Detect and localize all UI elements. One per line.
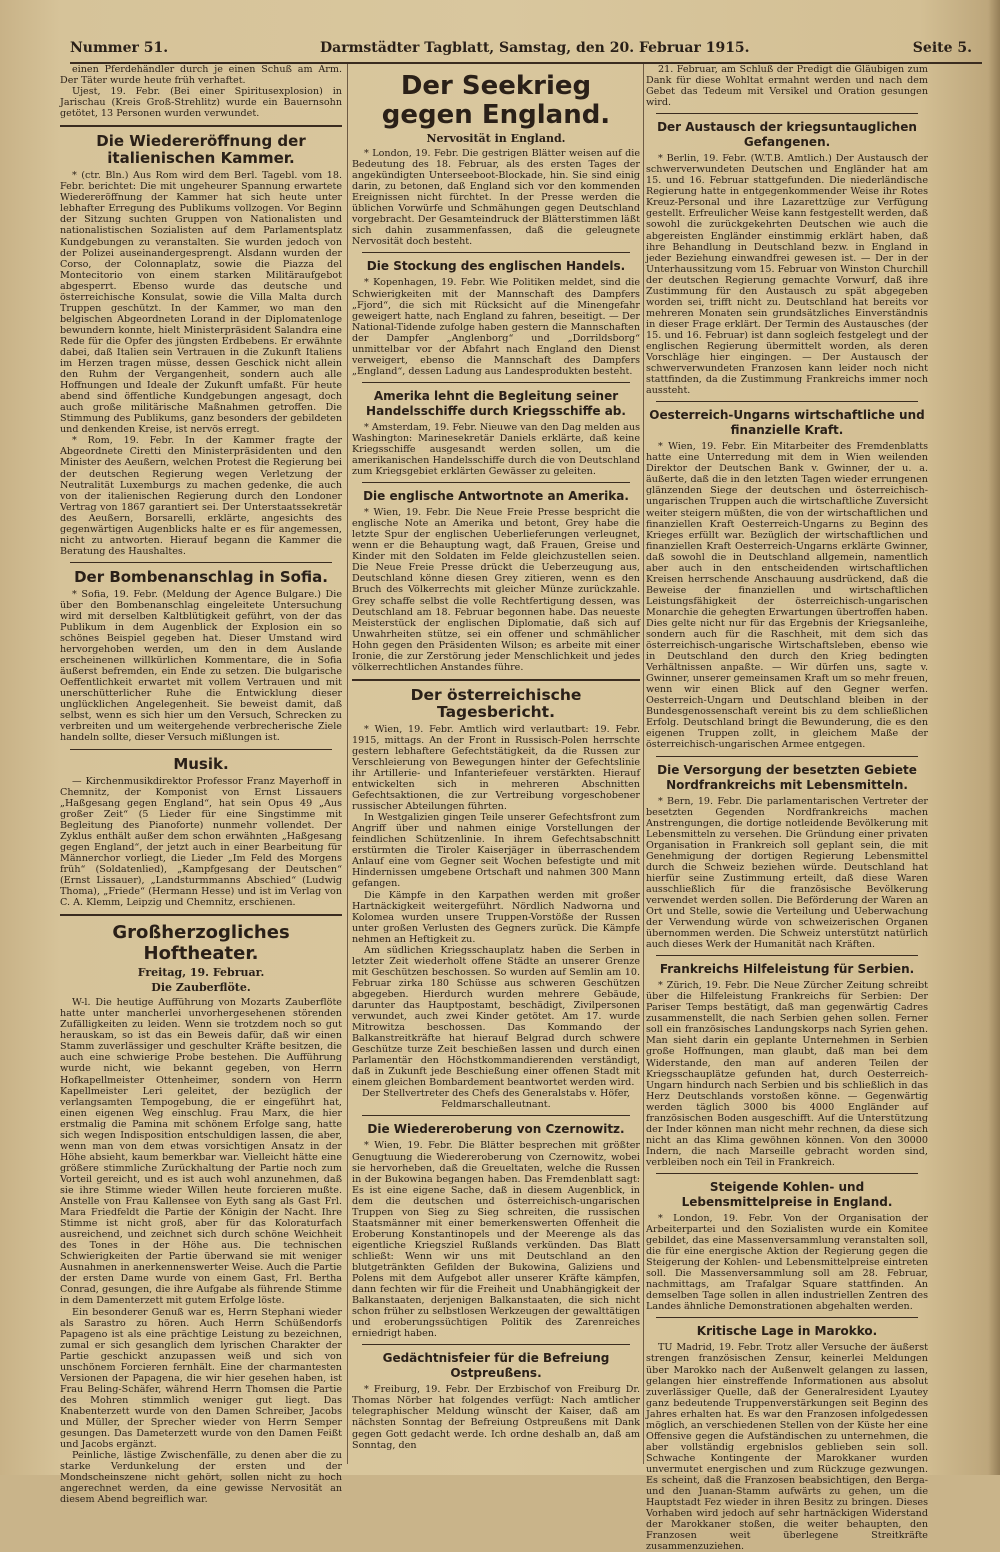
divider <box>70 562 332 563</box>
article-paragraph: * Kopenhagen, 19. Febr. Wie Politiken meldet, sind die Schwierigkeiten mit der Mannschaft des Dampfers „Fjord“, die sich mit Rücksicht auf die Minengefahr geweigert hatte, nach England zu fahren, beseitigt. — Der National-Tidende zufolge haben gestern die Mannschaften der Dampfer „Anglenborg“ und „Dorrildsborg“ unmittelbar vor der Abfahrt nach England den Dienst verweigert, ebenso die Mannschaft des Dampfers „England“, dessen Ladung aus Landesprodukten besteht. <box>352 277 640 377</box>
divider <box>656 955 918 956</box>
issue-number: Nummer 51. <box>70 40 169 56</box>
article-headline: Gedächtnisfeier für die Befreiung Ostpreußens. <box>382 1351 610 1381</box>
divider <box>656 1317 918 1318</box>
divider <box>352 679 640 681</box>
section-headline: Großherzogliches Hoftheater. <box>112 922 290 965</box>
divider <box>362 1344 630 1345</box>
divider <box>60 914 342 916</box>
article-paragraph: * London, 19. Febr. Von der Organisation der Arbeiterpartei und den Sozialisten wurde ein Komitee gebildet, das eine Massenversammlung veranstalten soll, die für eine energische Aktion der Regierung gegen die Steigerung der Kohlen- und Lebensmittelpreise eintreten soll. Die Massenversammlung soll am 28. Februar, nachmittags, am Trafalgar Square stattfinden. An demselben Tage sollen in allen industriellen Zentren des Landes ähnliche Demonstrationen abgehalten werden. <box>646 1212 928 1313</box>
article-paragraph: * Amsterdam, 19. Febr. Nieuwe van den Dag melden aus Washington: Marinesekretär Daniels erklärte, daß keine Kriegsschiffe ausgesandt werden sollen, um die amerikanischen Handelsschiffe durch die von Deutschland zum Kriegsgebiet erklärten Gewässer zu geleiten. <box>352 421 640 478</box>
article-headline: Steigende Kohlen- und Lebensmittelpreise in England. <box>681 1179 893 1209</box>
column-rule <box>347 64 348 1464</box>
article-headline: Der österreichische Tagesbericht. <box>410 685 582 721</box>
article-paragraph: * Wien, 19. Febr. Amtlich wird verlautbart: 19. Febr. 1915, mittags. An der Front in Russisch-Polen herrschte gestern lebhaftere Gefechtstätigkeit, da die Russen zur Verschleierung von Bewegungen hinter der Gefechtslinie ihr Artillerie- und Infanteriefeuer verstärkten. Hierauf entwickelten sich in mehreren Abschnitten Gefechtsaktionen, die zur Vertreibung vorgeschobener russischer Abteilungen führten. <box>352 723 640 813</box>
running-header <box>70 38 982 64</box>
divider <box>656 1173 918 1174</box>
column-right <box>646 64 928 1552</box>
article-paragraph: Peinliche, lästige Zwischenfälle, zu denen aber die zu starke Verdunkelung der ersten und der Mondscheinszene nicht gehört, sollen nicht zu hoch angerechnet werden, da eine gewisse Nervosität an diesem Abend begreiflich war. <box>60 1450 342 1506</box>
lead-headline: Der Seekrieg gegen England. <box>381 71 611 130</box>
article-paragraph: * Sofia, 19. Febr. (Meldung der Agence Bulgare.) Die über den Bombenanschlag eingeleitete Untersuchung wird mit derselben Kaltblütigkeit geführt, von der das Publikum in dem Augenblick der Explosion ein so schönes Beispiel gegeben hat. Dieser Umstand wird hervorgehoben werden, um den in dem Auslande erscheinenen willkürlichen Kommentare, die in Sofia äußerst befremden, ein Ende zu setzen. Die bulgarische Oeffentlichkeit erwartet mit vollem Vertrauen und mit unerschütterlicher Ruhe die Entwicklung dieser unglücklichen Angelegenheit. Sie beweist damit, daß selbst, wenn es sich hier um den Versuch, Schrecken zu verbreiten und um weitergehende verbrecherische Ziele handeln sollte, dieser Versuch mißlungen ist. <box>60 588 342 744</box>
article-headline: Die Wiedereröffnung der italienischen Kammer. <box>96 132 306 168</box>
page-edge-shadow <box>988 0 1000 1475</box>
article-headline: Der Austausch der kriegsuntauglichen Gefangenen. <box>657 120 917 150</box>
divider <box>362 252 630 253</box>
article-subheadline: Nervosität in England. <box>426 132 566 145</box>
column-middle <box>352 64 640 1464</box>
article-paragraph: — Kirchenmusikdirektor Professor Franz Mayerhoff in Chemnitz, der Komponist von Ernst Lissauers „Haßgesang gegen England“, hat sein Opus 49 „Aus großer Zeit“ (5 Lieder für eine Singstimme mit Begleitung des Pianoforte) nunmehr vollendet. Der Zyklus enthält außer dem schon erwähnten „Haßgesang gegen England“, der jetzt auch in einer Bearbeitung für Männerchor vorliegt, die Lieder „Im Feld des Morgens früh“ (Soldatenlied), „Kampfgesang der Deutschen“ (Ernst Lissauer), „Landsturmmanns Abschied“ (Ludwig Thoma), „Friede“ (Hermann Hesse) und ist im Verlag von C. A. Klemm, Leipzig und Chemnitz, erschienen. <box>60 775 342 909</box>
signature-line: Der Stellvertreter des Chefs des Generalstabs v. Höfer, Feldmarschalleutnant. <box>361 1088 631 1111</box>
page-number: Seite 5. <box>912 40 972 56</box>
article-paragraph: Die Kämpfe in den Karpathen werden mit großer Hartnäckigkeit weitergeführt. Nördlich Nadworna und Kolomea wurden unsere Truppen-Vorstöße der Russen unter großen Verlusten des Gegners zurück. Die Kämpfe nehmen an Heftigkeit zu. <box>352 889 640 945</box>
divider <box>70 749 332 750</box>
divider <box>656 401 918 402</box>
article-paragraph: In Westgalizien gingen Teile unserer Gefechtsfront zum Angriff über und nahmen einige Vorstellungen der feindlichen Schützenlinie. In ihrem Gefechtsabschnitt erstürmten die Tiroler Kaiserjäger in überraschendem Anlauf eine vom Gegner seit Wochen befestigte und mit Hindernissen umgebene Ortschaft und nahmen 300 Mann gefangen. <box>352 812 640 890</box>
article-paragraph: * Rom, 19. Febr. In der Kammer fragte der Abgeordnete Ciretti den Ministerpräsidenten und den Minister des Aeußern, welchen Protest die Regierung bei der deutschen Regierung wegen Verletzung der Neutralität Luxemburgs zu machen gedenke, die auch von der italienischen Regierung durch den Londoner Vertrag von 1867 garantiert sei. Der Unterstaatssekretär des Aeußern, Borsarelli, erklärte, angesichts des gegenwärtigen Augenblicks halte er es für angemessen, nicht zu antworten. Hierauf begann die Kammer die Beratung des Haushaltes. <box>60 435 342 557</box>
article-paragraph: 21. Februar, am Schluß der Predigt die Gläubigen zum Dank für diese Wohltat ermahnt werden und nach dem Gebet das Tedeum mit Versikel und Oration gesungen wird. <box>646 64 928 109</box>
column-rule <box>643 64 644 1464</box>
article-paragraph: * Wien, 19. Febr. Die Neue Freie Presse bespricht die englische Note an Amerika und betont, Grey habe die letzte Spur der englischen Ueberlieferungen verleugnet, wenn er die Behauptung wagt, daß Frauen, Greise und Kinder mit den Soldaten im Felde gleichzustellen seien. Die Neue Freie Presse drückt die Ueberzeugung aus, Deutschland könne diesen Grey zitieren, wenn es den Bruch des Völkerrechts mit gleicher Münze zurückzahle. Grey schaffe selbst die volle Rechtfertigung dessen, was Deutschland am 18. Februar begonnen habe. Das neueste Meisterstück der englischen Diplomatie, daß sich auf Unwahrheiten stütze, sei ein offener und schmählicher Hohn gegen den Präsidenten Wilson; es arbeite mit einer Ironie, die zur Zerstörung jeder Menschlichkeit und jedes völkerrechtlichen Anstandes führe. <box>352 507 640 673</box>
article-headline: Der Bombenanschlag in Sofia. <box>74 567 328 586</box>
paper-dateline: Darmstädter Tagblatt, Samstag, den 20. Februar 1915. <box>320 40 750 56</box>
article-headline: Frankreichs Hilfeleistung für Serbien. <box>659 962 915 977</box>
article-paragraph: * Wien, 19. Febr. Ein Mitarbeiter des Fremdenblatts hatte eine Unterredung mit dem in Wien weilenden Direktor der Deutschen Bank v. Gwinner, der u. a. äußerte, daß die in den letzten Tagen wieder errungenen glänzenden Siege der deutschen und österreichisch-ungarischen Truppen auch die wirtschaftliche Zuversicht weiter steigern müßten, die von der wirtschaftlichen und finanziellen Kraft Oesterreich-Ungarns zu Beginn des Krieges erfüllt war. Bezüglich der wirtschaftlichen und finanziellen Kraft Oesterreich-Ungarns erklärte Gwinner, daß sowohl die in Deutschland allgemein, namentlich aber auch in den entscheidenden wirtschaftlichen Kreisen herrschende Anschauung ausdrückend, daß die Beweise der finanziellen und wirtschaftlichen Leistungsfähigkeit der österreichisch-ungarischen Monarchie die gehegten Erwartungen übertroffen haben. Dies gelte nicht nur für das Ergebnis der Kriegsanleihe, sondern auch für die Raschheit, mit dem sich das österreichisch-ungarische Wirtschaftsleben, ebenso wie in Deutschland den durch den Krieg bedingten Verhältnissen anpaßte. — Wir dürfen uns, sagte v. Gwinner, unserer gemeinsamen Kraft um so mehr freuen, wenn wir einen Blick auf den Gegner werfen. Oesterreich-Ungarn und Deutschland bleiben in der Bundesgenossenschaft vereint bis zu dem schließlichen Erfolg. Deutschland bringt die Bewunderung, die es den eigenen Truppen zollt, in gleichem Maße der österreichisch-ungarischen Armee entgegen. <box>646 441 928 751</box>
article-headline: Oesterreich-Ungarns wirtschaftliche und finanzielle Kraft. <box>649 408 925 438</box>
article-headline: Die Stockung des englischen Handels. <box>366 259 626 274</box>
article-paragraph: * Zürich, 19. Febr. Die Neue Zürcher Zeitung schreibt über die Hilfeleistung Frankreichs für Serbien: Der Pariser Temps bestätigt, daß man gegenwärtig Cadres zusammenstellt, die nach Serbien gehen sollen. Ferner soll ein französisches Landungskorps nach Syrien gehen. Man sieht darin ein geplante Unternehmen in Serbien große Hoffnungen, man glaubt, daß man bei dem Widerstande, den man auf anderen Teilen der Kriegsschauplätze gefunden hat, durch Oesterreich-Ungarn hindurch nach Serbien und bis schließlich in das Herz Deutschlands vorstoßen könne. — Gegenwärtig werden täglich 3000 bis 4000 Engländer auf französischen Boden ausgeschifft. Auf die Unterstützung der Inder können man nicht mehr rechnen, da diese sich nicht an das Klima gewöhnen können. Von den 30000 Indern, die nach Marseille gebracht worden sind, verbleiben noch ein Teil in Frankreich. <box>646 980 928 1168</box>
article-paragraph: * Freiburg, 19. Febr. Der Erzbischof von Freiburg Dr. Thomas Nörber hat folgendes verfügt: Nach amtlicher telegraphischer Meldung wünscht der Kaiser, daß am nächsten Sonntag der Befreiung Ostpreußens mit Dank gegen Gott gedacht werde. Ich ordne deshalb an, daß am Sonntag, den <box>352 1384 640 1451</box>
article-paragraph: einen Pferdehändler durch je einen Schuß am Arm. Der Täter wurde heute früh verhaftet. <box>60 64 342 87</box>
divider <box>362 382 630 383</box>
article-headline: Die Wiedereroberung von Czernowitz. <box>367 1122 625 1137</box>
article-paragraph: Ein besonderer Genuß war es, Herrn Stephani wieder als Sarastro zu hören. Auch Herrn Schüßendorfs Papageno ist als eine prächtige Leistung zu bezeichnen, zumal er sich gesanglich dem lyrischen Charakter der Partie geschickt anzupassen weiß und sich von unschönem Forcieren fernhält. Eine der charmantesten Versionen der Papagena, die wir hier gesehen haben, ist Frau Beling-Schäfer, während Herrn Thomsen die Partie des Mohren stimmlich weniger gut liegt. Das Knabenterzett wurde von den Damen Schreiber, Jacobs und Müller, der Sprecher wieder von Herrn Semper gesungen. Das Dameterzett wurde von den Damen Feißt und Jacobs ergänzt. <box>60 1306 342 1451</box>
article-paragraph: W-l. Die heutige Aufführung von Mozarts Zauberflöte hatte unter mancherlei unvorhergesehenen störenden Zufälligkeiten zu leiden. Wenn sie trotzdem noch so gut herauskam, so ist das ein Beweis dafür, daß wir einen Stamm zuverlässiger und geschulter Kräfte besitzen, die auch eine schwierige Probe bestehen. Die Aufführung wurde nicht, wie bekannt gegeben, von Herrn Hofkapellmeister Ottenheimer, sondern von Herrn Kapellmeister Leri geleitet, der bezüglich der verlangsamten Tempogebung, die er eingeführt hat, einen eigenen Weg einschlug. Frau Marx, die hier erstmalig die Pamina mit schönem Erfolge sang, hatte sich wegen Indisposition entschuldigen lassen, die aber, wenn man von dem etwas vorsichtigen Ansatz in der Höhe absieht, kaum bemerkbar war. Vielleicht hätte eine größere stimmliche Zurückhaltung der Partie noch zum Vorteil gereicht, und es ist auch wohl anzunehmen, daß sie ihre Stimme wieder Willen heute forcieren mußte. Anstelle von Frau Kallensee von Eyth sang als Gast Frl. Mara Friedfeldt die Partie der Königin der Nacht. Ihre Stimme ist nicht groß, aber für das Koloraturfach ausreichend, und zeichnet sich durch schöne Weichheit des Tones in der Höhe aus. Die technischen Schwierigkeiten der Partie überwand sie mit weniger Ausnahmen in anerkennenswerter Weise. Auch die Partie der ersten Dame wurde von einem Gast, Frl. Bertha Conrad, gesungen, die ihre Aufgabe als führende Stimme in dem Damenterzett mit gutem Erfolge löste. <box>60 997 342 1307</box>
article-paragraph: * Berlin, 19. Febr. (W.T.B. Amtlich.) Der Austausch der schwerverwundeten Deutschen und Engländer hat am 15. und 16. Februar stattgefunden. Die niederländische Regierung hatte in entgegenkommender Weise ihr Rotes Kreuz-Personal und ihre Lazarettzüge zur Verfügung gestellt. Erfreulicher Weise kann festgestellt werden, daß sowohl die zurückgekehrten Deutschen wie auch die abgereisten Engländer einstimmig erklärt haben, daß ihre Behandlung in Deutschland bezw. in England in jeder Beziehung einwandfrei gewesen ist. — Der in der Unterhaussitzung vom 15. Februar von Winston Churchill der deutschen Regierung gemachte Vorwurf, daß ihre Zustimmung für den Austausch zu spät abgegeben worden sei, trifft nicht zu. Deutschland hat bereits vor mehreren Monaten sein grundsätzliches Einverständnis in dieser Frage erklärt. Der Termin des Austausches (der 15. und 16. Februar) ist dann sogleich festgelegt und der englischen Regierung übermittelt worden, als deren Vorschläge hier eingingen. — Der Austausch der schwerverwundeten Franzosen kann leider noch nicht stattfinden, da die Zustimmung Frankreichs immer noch aussteht. <box>646 153 928 397</box>
review-subtitle: Die Zauberflöte. <box>151 981 251 995</box>
article-paragraph: Ujest, 19. Febr. (Bei einer Spiritusexplosion) in Jarischau (Kreis Groß-Strehlitz) wurde ein Bauernsohn getötet, 13 Personen wurden verwundet. <box>60 86 342 120</box>
section-headline: Musik. <box>173 754 229 773</box>
column-left <box>60 64 342 1506</box>
article-headline: Kritische Lage in Marokko. <box>696 1324 878 1339</box>
article-paragraph: Am südlichen Kriegsschauplatz haben die Serben in letzter Zeit wiederholt offene Städte an unserer Grenze mit Geschützen beschossen. So wurden auf Semlin am 10. Februar zirka 180 Schüsse aus schweren Geschützen abgegeben. Hierdurch wurden mehrere Gebäude, darunter das Hauptpostamt, beschädigt, Zivilpersonen verwundet, auch zwei Kinder getötet. Am 17. wurde Mitrowitza beschossen. Das Kommando der Balkanstreitkräfte hat hierauf Belgrad durch schwere Geschütze turze Zeit beschießen lassen und durch einen Parlamentär den Höchstkommandierenden verständigt, daß in Zukunft jede Beschießung einer offenen Stadt mit einem gleichen Bombardement beantwortet werden wird. <box>352 944 640 1089</box>
article-paragraph: * (ctr. Bln.) Aus Rom wird dem Berl. Tagebl. vom 18. Febr. berichtet: Die mit ungeheurer Spannung erwartete Wiedereröffnung der Kammer hat sich heute unter lebhafter Erregung des Publikums vollzogen. Vor Beginn der Sitzung suchten Gruppen von Nationalisten und nationalistischen Sozialisten auf dem Parlamentsplatz Kundgebungen zu veranstalten. Sie wurden jedoch von der Polizei auseinandergesprengt. Alsdann wurden der Corso, der Colonnaplatz, sowie die Piazza del Montecitorio von einem starken Militäraufgebot abgesperrt. Ebenso wurde das deutsche und österreichische Konsulat, sowie die Villa Malta durch Truppen geschützt. In der Kammer, wo man den belgischen Abgeordneten Lorand in der Diplomatenloge bewundern konnte, hielt Ministerpräsident Salandra eine Rede für die Opfer des jüngsten Erdbebens. Er erwähnte dabei, daß Italien sein Vertrauen in die Zukunft Italiens im Herzen tragen müsse, dessen Geschick nicht allein den Ruhm der Vergangenheit, sondern auch alle Hoffnungen und Ideale der Zukunft umfaßt. Für heute abend sind öffentliche Kundgebungen angesagt, doch auch große militärische Maßnahmen getroffen. Die Stimmung des Publikums, ganz besonders der gebildeten und denkenden Kreise, ist nervös erregt. <box>60 170 342 436</box>
article-headline: Die Versorgung der besetzten Gebiete Nordfrankreichs mit Lebensmitteln. <box>657 762 917 792</box>
article-headline: Die englische Antwortnote an Amerika. <box>363 489 629 504</box>
article-paragraph: * Wien, 19. Febr. Die Blätter besprechen mit größter Genugtuung die Wiedereroberung von Czernowitz, wobei sie hervorheben, daß die Greueltaten, welche die Russen in der Bukowina begangen haben. Das Fremdenblatt sagt: Es ist eine eigene Sache, daß in diesem Augenblick, in dem die deutschen und österreichisch-ungarischen Truppen von Sieg zu Sieg schreiten, die russischen Staatsmänner mit einer bemerkenswerten Offenheit die Eroberung Konstantinopels und der Meerenge als das eigentliche Kriegsziel Rußlands verkünden. Das Blatt schließt: Wenn wir uns mit Deutschland an den blutgetränkten Gefilden der Bukowina, Galiziens und Polens mit dem Aufgebot aller unserer Kräfte kämpfen, dann fechten wir für die Freiheit und Unabhängigkeit der Balkanstaaten, derjenigen Balkanstaaten, die sich nicht schon früher zu selbstlosen Werkzeugen der gewalttätigen und eroberungssüchtigen Politik des Zarenreiches erniedrigt haben. <box>352 1140 640 1340</box>
divider <box>656 113 918 114</box>
article-paragraph: TU Madrid, 19. Febr. Trotz aller Versuche der äußerst strengen französischen Zensur, keinerlei Meldungen über Marokko nach der Außenwelt gelangen zu lassen, gelangen hier einstreffende Informationen aus absolut zuverlässiger Quelle, daß der Generalresident Lyautey ganz bedeutende Truppenverstärkungen seit Beginn des Jahres erhalten hat. Es war den Franzosen infolgedessen möglich, an verschiedenen Stellen von der Küste her eine Offensive gegen die Aufständischen zu unternehmen, die aber vollständig ergebnislos geblieben sein soll. Schwache Kontingente der Marokkaner wurden unvermutet energischen und zum Rückzuge gezwungen. Es scheint, daß die Franzosen beabsichtigen, den Berga- und den Juanan-Stamm aufwärts zu gehen, um die Hauptstadt Fez wieder in ihren Besitz zu bringen. Dieses Vorhaben wird jedoch auf sehr hartnäckigen Widerstand der Marokkaner stoßen, die weiter behaupten, den Franzosen weit überlegene Streitkräfte zusammenzuziehen. <box>646 1342 928 1552</box>
article-headline: Amerika lehnt die Begleitung seiner Handelsschiffe durch Kriegsschiffe ab. <box>366 388 626 418</box>
article-paragraph: * Bern, 19. Febr. Die parlamentarischen Vertreter der besetzten Gegenden Nordfrankreichs machen Anstrengungen, die dortige notleidende Bevölkerung mit Lebensmitteln zu versehen. Die Gründung einer privaten Organisation in Frankreich soll geplant sein, die mit Genehmigung der dortigen Regierung Lebensmittel durch die Schweiz beziehen würde. Deutschland hat hierfür seine Zustimmung erteilt, daß diese Waren ausschließlich für die französische Bevölkerung verwendet werden sollen. Die Beförderung der Waren an Ort und Stelle, sowie die Verteilung und Ueberwachung der Verwendung würde von schweizerischen Organen übernommen werden. Die Schweiz unterstützt natürlich auch dieses Werk der Humanität nach Kräften. <box>646 795 928 951</box>
divider <box>656 756 918 757</box>
review-date: Freitag, 19. Februar. <box>137 966 265 980</box>
article-paragraph: * London, 19. Febr. Die gestrigen Blätter weisen auf die Bedeutung des 18. Februar, als des ersten Tages der angekündigten Unterseeboot-Blockade, hin. Sie sind einig darin, zu betonen, daß England sich vor den kommenden Ereignissen nicht fürchtet. In der Presse werden die üblichen Vorwürfe und Schmähungen gegen Deutschland vorgebracht. Der Gesamteindruck der Blätterstimmen läßt sich dahin zusammenfassen, daß die geleugnete Nervosität doch besteht. <box>352 148 640 248</box>
divider <box>362 482 630 483</box>
divider <box>60 125 342 127</box>
divider <box>362 1115 630 1116</box>
